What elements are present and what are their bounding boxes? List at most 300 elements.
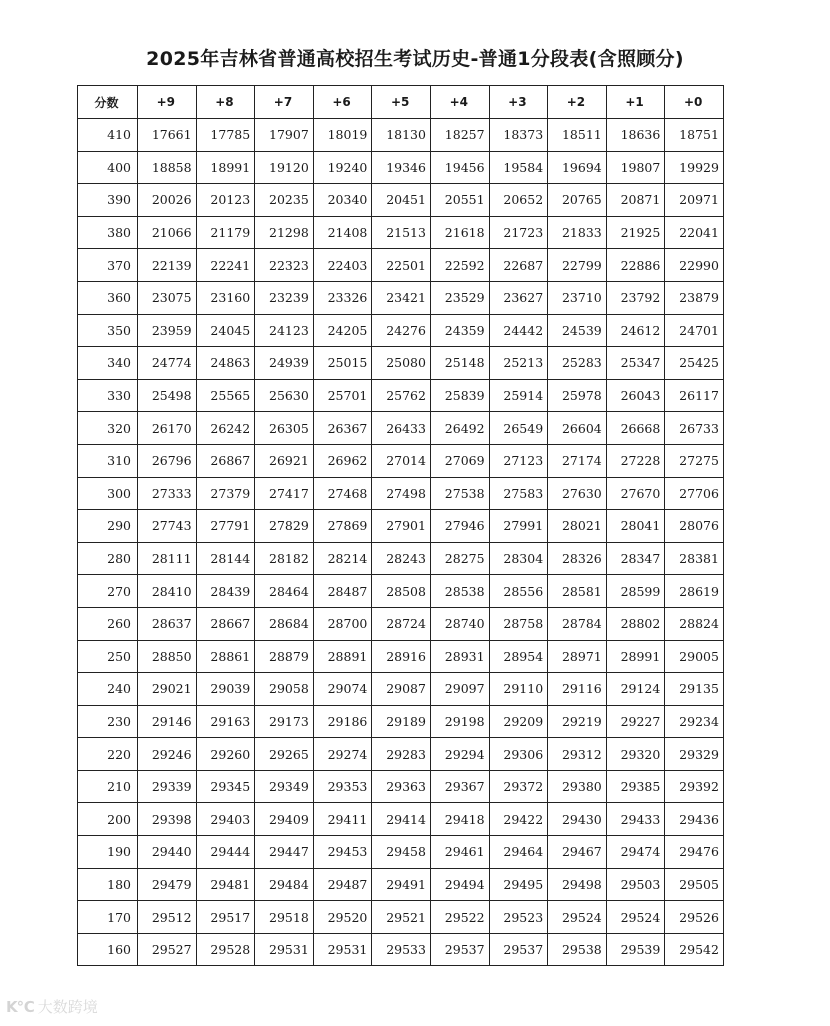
cumulative-count-cell: 29058 — [255, 673, 314, 706]
cumulative-count-cell: 24863 — [196, 347, 255, 380]
score-cell: 320 — [78, 412, 138, 445]
cumulative-count-cell: 28879 — [255, 640, 314, 673]
cumulative-count-cell: 29411 — [313, 803, 372, 836]
cumulative-count-cell: 29260 — [196, 738, 255, 771]
cumulative-count-cell: 28381 — [665, 542, 724, 575]
header-offset: +7 — [255, 86, 314, 119]
cumulative-count-cell: 26921 — [255, 444, 314, 477]
cumulative-count-cell: 23627 — [489, 281, 548, 314]
header-offset: +0 — [665, 86, 724, 119]
cumulative-count-cell: 29503 — [606, 868, 665, 901]
cumulative-count-cell: 25498 — [138, 379, 197, 412]
cumulative-count-cell: 23326 — [313, 281, 372, 314]
cumulative-count-cell: 26117 — [665, 379, 724, 412]
cumulative-count-cell: 27014 — [372, 444, 431, 477]
cumulative-count-cell: 22041 — [665, 216, 724, 249]
cumulative-count-cell: 28891 — [313, 640, 372, 673]
cumulative-count-cell: 19240 — [313, 151, 372, 184]
cumulative-count-cell: 19584 — [489, 151, 548, 184]
cumulative-count-cell: 22592 — [430, 249, 489, 282]
cumulative-count-cell: 28581 — [548, 575, 607, 608]
cumulative-count-cell: 28637 — [138, 607, 197, 640]
header-offset: +4 — [430, 86, 489, 119]
cumulative-count-cell: 23239 — [255, 281, 314, 314]
score-cell: 340 — [78, 347, 138, 380]
cumulative-count-cell: 29414 — [372, 803, 431, 836]
table-row — [78, 314, 724, 347]
cumulative-count-cell: 19120 — [255, 151, 314, 184]
score-cell: 290 — [78, 510, 138, 543]
cumulative-count-cell: 29392 — [665, 770, 724, 803]
cumulative-count-cell: 29440 — [138, 836, 197, 869]
score-cell: 240 — [78, 673, 138, 706]
cumulative-count-cell: 29505 — [665, 868, 724, 901]
cumulative-count-cell: 29274 — [313, 738, 372, 771]
cumulative-count-cell: 27069 — [430, 444, 489, 477]
cumulative-count-cell: 20551 — [430, 184, 489, 217]
cumulative-count-cell: 29227 — [606, 705, 665, 738]
cumulative-count-cell: 21723 — [489, 216, 548, 249]
cumulative-count-cell: 28991 — [606, 640, 665, 673]
cumulative-count-cell: 23710 — [548, 281, 607, 314]
cumulative-count-cell: 29491 — [372, 868, 431, 901]
cumulative-count-cell: 28740 — [430, 607, 489, 640]
cumulative-count-cell: 24774 — [138, 347, 197, 380]
cumulative-count-cell: 24123 — [255, 314, 314, 347]
cumulative-count-cell: 28824 — [665, 607, 724, 640]
cumulative-count-cell: 28347 — [606, 542, 665, 575]
cumulative-count-cell: 29320 — [606, 738, 665, 771]
cumulative-count-cell: 28182 — [255, 542, 314, 575]
cumulative-count-cell: 18991 — [196, 151, 255, 184]
cumulative-count-cell: 28971 — [548, 640, 607, 673]
cumulative-count-cell: 27468 — [313, 477, 372, 510]
cumulative-count-cell: 26867 — [196, 444, 255, 477]
cumulative-count-cell: 28243 — [372, 542, 431, 575]
table-row — [78, 379, 724, 412]
cumulative-count-cell: 19694 — [548, 151, 607, 184]
cumulative-count-cell: 29110 — [489, 673, 548, 706]
cumulative-count-cell: 29518 — [255, 901, 314, 934]
cumulative-count-cell: 27743 — [138, 510, 197, 543]
cumulative-count-cell: 29198 — [430, 705, 489, 738]
cumulative-count-cell: 26604 — [548, 412, 607, 445]
score-cell: 410 — [78, 119, 138, 152]
table-row — [78, 347, 724, 380]
score-cell: 390 — [78, 184, 138, 217]
cumulative-count-cell: 27991 — [489, 510, 548, 543]
cumulative-count-cell: 29522 — [430, 901, 489, 934]
cumulative-count-cell: 29163 — [196, 705, 255, 738]
cumulative-count-cell: 29484 — [255, 868, 314, 901]
cumulative-count-cell: 29531 — [313, 933, 372, 966]
cumulative-count-cell: 27791 — [196, 510, 255, 543]
cumulative-count-cell: 29372 — [489, 770, 548, 803]
cumulative-count-cell: 23959 — [138, 314, 197, 347]
cumulative-count-cell: 18751 — [665, 119, 724, 152]
cumulative-count-cell: 25015 — [313, 347, 372, 380]
cumulative-count-cell: 29246 — [138, 738, 197, 771]
header-offset: +2 — [548, 86, 607, 119]
cumulative-count-cell: 23792 — [606, 281, 665, 314]
cumulative-count-cell: 18019 — [313, 119, 372, 152]
cumulative-count-cell: 29312 — [548, 738, 607, 771]
cumulative-count-cell: 29498 — [548, 868, 607, 901]
cumulative-count-cell: 20340 — [313, 184, 372, 217]
cumulative-count-cell: 18257 — [430, 119, 489, 152]
cumulative-count-cell: 19929 — [665, 151, 724, 184]
cumulative-count-cell: 25283 — [548, 347, 607, 380]
cumulative-count-cell: 24359 — [430, 314, 489, 347]
table-body — [78, 119, 724, 966]
cumulative-count-cell: 25762 — [372, 379, 431, 412]
cumulative-count-cell: 29097 — [430, 673, 489, 706]
cumulative-count-cell: 29444 — [196, 836, 255, 869]
cumulative-count-cell: 29265 — [255, 738, 314, 771]
cumulative-count-cell: 23075 — [138, 281, 197, 314]
score-cell: 250 — [78, 640, 138, 673]
cumulative-count-cell: 26492 — [430, 412, 489, 445]
cumulative-count-cell: 29398 — [138, 803, 197, 836]
cumulative-count-cell: 28724 — [372, 607, 431, 640]
table-row — [78, 836, 724, 869]
cumulative-count-cell: 28861 — [196, 640, 255, 673]
cumulative-count-cell: 25565 — [196, 379, 255, 412]
cumulative-count-cell: 29219 — [548, 705, 607, 738]
cumulative-count-cell: 27901 — [372, 510, 431, 543]
table-row — [78, 412, 724, 445]
cumulative-count-cell: 21618 — [430, 216, 489, 249]
cumulative-count-cell: 27946 — [430, 510, 489, 543]
score-cell: 350 — [78, 314, 138, 347]
table-row — [78, 151, 724, 184]
cumulative-count-cell: 28410 — [138, 575, 197, 608]
cumulative-count-cell: 29481 — [196, 868, 255, 901]
score-cell: 170 — [78, 901, 138, 934]
cumulative-count-cell: 21925 — [606, 216, 665, 249]
cumulative-count-cell: 29436 — [665, 803, 724, 836]
score-cell: 200 — [78, 803, 138, 836]
cumulative-count-cell: 28487 — [313, 575, 372, 608]
score-cell: 300 — [78, 477, 138, 510]
cumulative-count-cell: 29517 — [196, 901, 255, 934]
score-cell: 180 — [78, 868, 138, 901]
score-cell: 370 — [78, 249, 138, 282]
cumulative-count-cell: 29467 — [548, 836, 607, 869]
table-row — [78, 216, 724, 249]
header-offset: +9 — [138, 86, 197, 119]
table-row — [78, 477, 724, 510]
cumulative-count-cell: 28439 — [196, 575, 255, 608]
cumulative-count-cell: 23160 — [196, 281, 255, 314]
score-cell: 190 — [78, 836, 138, 869]
cumulative-count-cell: 27333 — [138, 477, 197, 510]
watermark-logo: K℃ — [6, 997, 34, 1016]
table-row — [78, 770, 724, 803]
cumulative-count-cell: 21066 — [138, 216, 197, 249]
cumulative-count-cell: 29464 — [489, 836, 548, 869]
cumulative-count-cell: 21179 — [196, 216, 255, 249]
cumulative-count-cell: 28556 — [489, 575, 548, 608]
cumulative-count-cell: 22990 — [665, 249, 724, 282]
score-cell: 160 — [78, 933, 138, 966]
cumulative-count-cell: 22501 — [372, 249, 431, 282]
cumulative-count-cell: 26549 — [489, 412, 548, 445]
cumulative-count-cell: 29353 — [313, 770, 372, 803]
score-table — [77, 85, 724, 966]
score-cell: 210 — [78, 770, 138, 803]
score-cell: 220 — [78, 738, 138, 771]
cumulative-count-cell: 28508 — [372, 575, 431, 608]
cumulative-count-cell: 29418 — [430, 803, 489, 836]
cumulative-count-cell: 20026 — [138, 184, 197, 217]
table-row — [78, 803, 724, 836]
table-row — [78, 933, 724, 966]
cumulative-count-cell: 25347 — [606, 347, 665, 380]
cumulative-count-cell: 29533 — [372, 933, 431, 966]
cumulative-count-cell: 19456 — [430, 151, 489, 184]
cumulative-count-cell: 23421 — [372, 281, 431, 314]
cumulative-count-cell: 24939 — [255, 347, 314, 380]
cumulative-count-cell: 28538 — [430, 575, 489, 608]
cumulative-count-cell: 29524 — [606, 901, 665, 934]
table-row — [78, 575, 724, 608]
cumulative-count-cell: 28214 — [313, 542, 372, 575]
cumulative-count-cell: 28931 — [430, 640, 489, 673]
cumulative-count-cell: 28802 — [606, 607, 665, 640]
cumulative-count-cell: 27706 — [665, 477, 724, 510]
header-offset: +6 — [313, 86, 372, 119]
cumulative-count-cell: 25978 — [548, 379, 607, 412]
table-row — [78, 542, 724, 575]
cumulative-count-cell: 29186 — [313, 705, 372, 738]
cumulative-count-cell: 29234 — [665, 705, 724, 738]
cumulative-count-cell: 26668 — [606, 412, 665, 445]
cumulative-count-cell: 17785 — [196, 119, 255, 152]
cumulative-count-cell: 29433 — [606, 803, 665, 836]
header-offset: +8 — [196, 86, 255, 119]
cumulative-count-cell: 25701 — [313, 379, 372, 412]
cumulative-count-cell: 22886 — [606, 249, 665, 282]
cumulative-count-cell: 29542 — [665, 933, 724, 966]
cumulative-count-cell: 28304 — [489, 542, 548, 575]
table-row — [78, 444, 724, 477]
score-cell: 310 — [78, 444, 138, 477]
cumulative-count-cell: 28275 — [430, 542, 489, 575]
score-cell: 280 — [78, 542, 138, 575]
cumulative-count-cell: 29403 — [196, 803, 255, 836]
cumulative-count-cell: 29005 — [665, 640, 724, 673]
cumulative-count-cell: 29135 — [665, 673, 724, 706]
cumulative-count-cell: 25914 — [489, 379, 548, 412]
cumulative-count-cell: 27228 — [606, 444, 665, 477]
cumulative-count-cell: 21298 — [255, 216, 314, 249]
cumulative-count-cell: 29087 — [372, 673, 431, 706]
table-header-row — [78, 86, 724, 119]
cumulative-count-cell: 29453 — [313, 836, 372, 869]
cumulative-count-cell: 29526 — [665, 901, 724, 934]
cumulative-count-cell: 25148 — [430, 347, 489, 380]
score-cell: 400 — [78, 151, 138, 184]
cumulative-count-cell: 29458 — [372, 836, 431, 869]
cumulative-count-cell: 25630 — [255, 379, 314, 412]
cumulative-count-cell: 29527 — [138, 933, 197, 966]
cumulative-count-cell: 20765 — [548, 184, 607, 217]
cumulative-count-cell: 29124 — [606, 673, 665, 706]
table-row — [78, 705, 724, 738]
cumulative-count-cell: 29363 — [372, 770, 431, 803]
cumulative-count-cell: 25425 — [665, 347, 724, 380]
cumulative-count-cell: 18858 — [138, 151, 197, 184]
cumulative-count-cell: 29495 — [489, 868, 548, 901]
cumulative-count-cell: 29531 — [255, 933, 314, 966]
cumulative-count-cell: 28684 — [255, 607, 314, 640]
cumulative-count-cell: 29447 — [255, 836, 314, 869]
cumulative-count-cell: 28599 — [606, 575, 665, 608]
cumulative-count-cell: 20652 — [489, 184, 548, 217]
cumulative-count-cell: 26242 — [196, 412, 255, 445]
cumulative-count-cell: 17661 — [138, 119, 197, 152]
cumulative-count-cell: 28784 — [548, 607, 607, 640]
header-offset: +1 — [606, 86, 665, 119]
cumulative-count-cell: 28326 — [548, 542, 607, 575]
page-title: 2025年吉林省普通高校招生考试历史-普通1分段表(含照顾分) — [146, 48, 684, 70]
cumulative-count-cell: 27630 — [548, 477, 607, 510]
score-cell: 230 — [78, 705, 138, 738]
cumulative-count-cell: 29537 — [489, 933, 548, 966]
cumulative-count-cell: 28700 — [313, 607, 372, 640]
cumulative-count-cell: 24205 — [313, 314, 372, 347]
table-row — [78, 281, 724, 314]
cumulative-count-cell: 27829 — [255, 510, 314, 543]
cumulative-count-cell: 29430 — [548, 803, 607, 836]
cumulative-count-cell: 27123 — [489, 444, 548, 477]
cumulative-count-cell: 27538 — [430, 477, 489, 510]
cumulative-count-cell: 18636 — [606, 119, 665, 152]
cumulative-count-cell: 21408 — [313, 216, 372, 249]
header-score: 分数 — [78, 86, 138, 119]
cumulative-count-cell: 25839 — [430, 379, 489, 412]
cumulative-count-cell: 29189 — [372, 705, 431, 738]
cumulative-count-cell: 23879 — [665, 281, 724, 314]
cumulative-count-cell: 29539 — [606, 933, 665, 966]
cumulative-count-cell: 23529 — [430, 281, 489, 314]
header-offset: +3 — [489, 86, 548, 119]
cumulative-count-cell: 29146 — [138, 705, 197, 738]
cumulative-count-cell: 28619 — [665, 575, 724, 608]
cumulative-count-cell: 26796 — [138, 444, 197, 477]
cumulative-count-cell: 27869 — [313, 510, 372, 543]
cumulative-count-cell: 29523 — [489, 901, 548, 934]
cumulative-count-cell: 18373 — [489, 119, 548, 152]
cumulative-count-cell: 26962 — [313, 444, 372, 477]
cumulative-count-cell: 18130 — [372, 119, 431, 152]
cumulative-count-cell: 29385 — [606, 770, 665, 803]
table-row — [78, 184, 724, 217]
cumulative-count-cell: 29173 — [255, 705, 314, 738]
cumulative-count-cell: 22799 — [548, 249, 607, 282]
cumulative-count-cell: 29116 — [548, 673, 607, 706]
cumulative-count-cell: 29283 — [372, 738, 431, 771]
cumulative-count-cell: 22323 — [255, 249, 314, 282]
cumulative-count-cell: 26433 — [372, 412, 431, 445]
cumulative-count-cell: 27379 — [196, 477, 255, 510]
cumulative-count-cell: 28464 — [255, 575, 314, 608]
table-row — [78, 249, 724, 282]
cumulative-count-cell: 20123 — [196, 184, 255, 217]
cumulative-count-cell: 27670 — [606, 477, 665, 510]
table-row — [78, 738, 724, 771]
cumulative-count-cell: 28850 — [138, 640, 197, 673]
cumulative-count-cell: 27417 — [255, 477, 314, 510]
cumulative-count-cell: 29380 — [548, 770, 607, 803]
cumulative-count-cell: 20971 — [665, 184, 724, 217]
cumulative-count-cell: 29339 — [138, 770, 197, 803]
cumulative-count-cell: 29209 — [489, 705, 548, 738]
table-row — [78, 868, 724, 901]
cumulative-count-cell: 29521 — [372, 901, 431, 934]
score-cell: 270 — [78, 575, 138, 608]
cumulative-count-cell: 21833 — [548, 216, 607, 249]
cumulative-count-cell: 26043 — [606, 379, 665, 412]
cumulative-count-cell: 29021 — [138, 673, 197, 706]
cumulative-count-cell: 22687 — [489, 249, 548, 282]
cumulative-count-cell: 25213 — [489, 347, 548, 380]
table-row — [78, 901, 724, 934]
cumulative-count-cell: 24442 — [489, 314, 548, 347]
cumulative-count-cell: 29409 — [255, 803, 314, 836]
cumulative-count-cell: 19807 — [606, 151, 665, 184]
cumulative-count-cell: 25080 — [372, 347, 431, 380]
cumulative-count-cell: 26170 — [138, 412, 197, 445]
cumulative-count-cell: 24612 — [606, 314, 665, 347]
cumulative-count-cell: 28111 — [138, 542, 197, 575]
score-cell: 330 — [78, 379, 138, 412]
header-offset: +5 — [372, 86, 431, 119]
cumulative-count-cell: 27275 — [665, 444, 724, 477]
cumulative-count-cell: 18511 — [548, 119, 607, 152]
cumulative-count-cell: 29487 — [313, 868, 372, 901]
cumulative-count-cell: 20235 — [255, 184, 314, 217]
cumulative-count-cell: 29294 — [430, 738, 489, 771]
cumulative-count-cell: 28144 — [196, 542, 255, 575]
cumulative-count-cell: 29329 — [665, 738, 724, 771]
table-row — [78, 640, 724, 673]
cumulative-count-cell: 24701 — [665, 314, 724, 347]
cumulative-count-cell: 29520 — [313, 901, 372, 934]
cumulative-count-cell: 28954 — [489, 640, 548, 673]
cumulative-count-cell: 28041 — [606, 510, 665, 543]
cumulative-count-cell: 19346 — [372, 151, 431, 184]
watermark — [6, 996, 98, 1017]
cumulative-count-cell: 29461 — [430, 836, 489, 869]
cumulative-count-cell: 17907 — [255, 119, 314, 152]
table-row — [78, 673, 724, 706]
cumulative-count-cell: 28916 — [372, 640, 431, 673]
cumulative-count-cell: 28667 — [196, 607, 255, 640]
cumulative-count-cell: 29479 — [138, 868, 197, 901]
cumulative-count-cell: 20451 — [372, 184, 431, 217]
cumulative-count-cell: 29345 — [196, 770, 255, 803]
cumulative-count-cell: 29306 — [489, 738, 548, 771]
cumulative-count-cell: 29422 — [489, 803, 548, 836]
cumulative-count-cell: 26305 — [255, 412, 314, 445]
cumulative-count-cell: 29476 — [665, 836, 724, 869]
table-row — [78, 607, 724, 640]
cumulative-count-cell: 29528 — [196, 933, 255, 966]
cumulative-count-cell: 26367 — [313, 412, 372, 445]
cumulative-count-cell: 21513 — [372, 216, 431, 249]
